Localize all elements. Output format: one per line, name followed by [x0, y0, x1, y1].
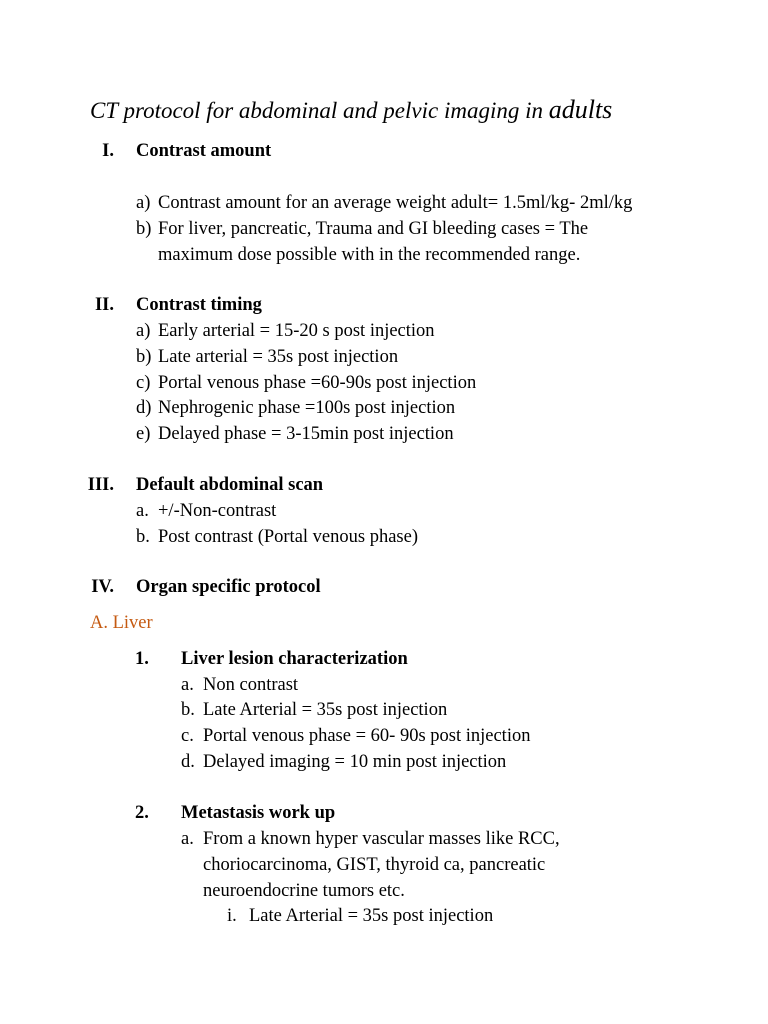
- item-text: Delayed imaging = 10 min post injection: [203, 752, 507, 772]
- subsection-number: 1.: [135, 649, 149, 669]
- item-marker: d.: [181, 752, 195, 772]
- subsection-heading: Metastasis work up: [181, 803, 336, 823]
- section-heading: Contrast timing: [136, 295, 262, 315]
- item-text: Non contrast: [203, 675, 299, 695]
- item-text: For liver, pancreatic, Trauma and GI bleeding cases = The: [158, 219, 589, 239]
- item-text: Post contrast (Portal venous phase): [158, 527, 418, 547]
- item-marker: b.: [181, 700, 195, 720]
- section-numeral: IV.: [91, 577, 114, 597]
- item-text: Late arterial = 35s post injection: [158, 347, 399, 367]
- item-text: From a known hyper vascular masses like RCC,: [203, 829, 560, 849]
- section-heading: Default abdominal scan: [136, 475, 324, 495]
- subsection-number: 2.: [135, 803, 149, 823]
- item-marker: c): [136, 373, 151, 393]
- section-heading: Contrast amount: [136, 141, 272, 161]
- item-marker: e): [136, 424, 151, 444]
- item-marker: c.: [181, 726, 194, 746]
- subitem-text: Late Arterial = 35s post injection: [249, 906, 494, 926]
- subitem-marker: i.: [227, 906, 237, 926]
- organ-heading-liver: A. Liver: [90, 613, 153, 633]
- item-marker: a): [136, 193, 151, 213]
- item-marker: b): [136, 219, 152, 239]
- item-text: Contrast amount for an average weight adult= 1.5ml/kg- 2ml/kg: [158, 193, 633, 213]
- section-numeral: III.: [87, 475, 114, 495]
- item-text: Nephrogenic phase =100s post injection: [158, 398, 456, 418]
- item-text: +/-Non-contrast: [158, 501, 277, 521]
- item-text: Late Arterial = 35s post injection: [203, 700, 448, 720]
- item-text: Early arterial = 15-20 s post injection: [158, 321, 435, 341]
- item-marker: a.: [136, 501, 149, 521]
- item-marker: d): [136, 398, 152, 418]
- section-numeral: I.: [102, 141, 114, 161]
- item-marker: b): [136, 347, 152, 367]
- item-text: Portal venous phase =60-90s post injection: [158, 373, 477, 393]
- item-marker: a): [136, 321, 151, 341]
- item-marker: a.: [181, 829, 194, 849]
- item-text-continued: neuroendocrine tumors etc.: [203, 881, 405, 901]
- title-main: CT protocol for abdominal and pelvic imaging in: [90, 98, 549, 123]
- item-text: Delayed phase = 3-15min post injection: [158, 424, 454, 444]
- section-numeral: II.: [94, 295, 114, 315]
- item-text-continued: maximum dose possible with in the recommended range.: [158, 245, 581, 265]
- title-end: adults: [548, 95, 613, 124]
- subsection-heading: Liver lesion characterization: [181, 649, 408, 669]
- item-text-continued: choriocarcinoma, GIST, thyroid ca, pancreatic: [203, 855, 546, 875]
- section-heading: Organ specific protocol: [136, 577, 321, 597]
- item-marker: b.: [136, 527, 150, 547]
- item-text: Portal venous phase = 60- 90s post injection: [203, 726, 531, 746]
- item-marker: a.: [181, 675, 194, 695]
- document-title: [90, 96, 612, 125]
